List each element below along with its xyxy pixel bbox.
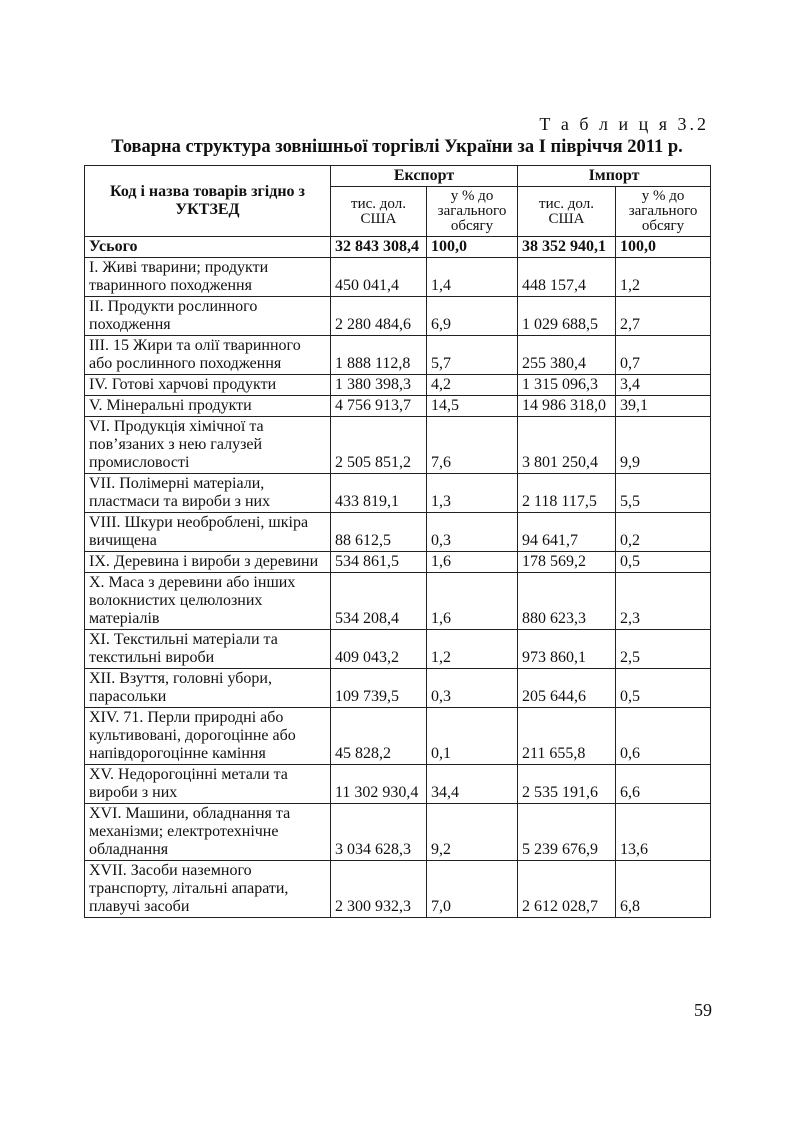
export-value: 433 819,1 <box>331 474 427 513</box>
export-value: 2 280 484,6 <box>331 297 427 336</box>
export-pct: 14,5 <box>427 396 518 417</box>
header-export-percent: у % до загального обсягу <box>427 187 518 237</box>
export-value: 88 612,5 <box>331 513 427 552</box>
import-pct: 0,2 <box>616 513 711 552</box>
import-value: 2 118 117,5 <box>518 474 616 513</box>
import-value: 973 860,1 <box>518 630 616 669</box>
total-export-value: 32 843 308,4 <box>331 237 427 258</box>
row-label: VIII. Шкури необроблені, шкіра вичищена <box>85 513 331 552</box>
export-pct: 1,6 <box>427 552 518 573</box>
export-value: 534 208,4 <box>331 573 427 630</box>
header-code-name: Код і назва товарів згідно з УКТЗЕД <box>85 166 331 237</box>
export-value: 450 041,4 <box>331 258 427 297</box>
table-row <box>85 474 711 513</box>
row-label: IX. Деревина і вироби з деревини <box>85 552 331 573</box>
total-label: Усього <box>85 237 331 258</box>
table-row <box>85 297 711 336</box>
export-pct: 0,3 <box>427 669 518 708</box>
row-label: VI. Продукція хімічної та пов’язаних з нею галузей промисловості <box>85 417 331 474</box>
table-row <box>85 513 711 552</box>
table-row <box>85 708 711 765</box>
import-pct: 0,7 <box>616 336 711 375</box>
table-row <box>85 375 711 396</box>
import-pct: 0,6 <box>616 708 711 765</box>
row-label: IV. Готові харчові продукти <box>85 375 331 396</box>
import-value: 14 986 318,0 <box>518 396 616 417</box>
export-pct: 1,4 <box>427 258 518 297</box>
row-label: XVII. Засоби наземного транспорту, літальні апарати, плавучі засоби <box>85 861 331 918</box>
export-value: 1 380 398,3 <box>331 375 427 396</box>
table-row <box>85 573 711 630</box>
export-value: 2 505 851,2 <box>331 417 427 474</box>
import-pct: 0,5 <box>616 669 711 708</box>
table-label: Т а б л и ц я 3.2 <box>539 114 709 134</box>
header-export-thousand-usd: тис. дол. США <box>331 187 427 237</box>
row-label: ІІІ. 15 Жири та олії тваринного або рослинного походження <box>85 336 331 375</box>
import-pct: 0,5 <box>616 552 711 573</box>
export-value: 1 888 112,8 <box>331 336 427 375</box>
import-value: 448 157,4 <box>518 258 616 297</box>
export-pct: 1,3 <box>427 474 518 513</box>
export-value: 4 756 913,7 <box>331 396 427 417</box>
export-pct: 7,0 <box>427 861 518 918</box>
import-pct: 2,7 <box>616 297 711 336</box>
import-pct: 3,4 <box>616 375 711 396</box>
export-pct: 34,4 <box>427 765 518 804</box>
export-pct: 6,9 <box>427 297 518 336</box>
export-value: 2 300 932,3 <box>331 861 427 918</box>
import-value: 2 535 191,6 <box>518 765 616 804</box>
table-row <box>85 417 711 474</box>
row-label: XII. Взуття, головні убори, парасольки <box>85 669 331 708</box>
header-import: Імпорт <box>518 166 711 187</box>
table-title: Товарна структура зовнішньої торгівлі України за І півріччя 2011 р. <box>111 137 683 157</box>
import-value: 1 315 096,3 <box>518 375 616 396</box>
table-body <box>85 237 711 918</box>
export-value: 3 034 628,3 <box>331 804 427 861</box>
trade-structure-table-wrapper <box>84 165 711 918</box>
table-row-total <box>85 237 711 258</box>
table-row <box>85 861 711 918</box>
table-row <box>85 552 711 573</box>
import-pct: 9,9 <box>616 417 711 474</box>
export-value: 45 828,2 <box>331 708 427 765</box>
import-pct: 6,8 <box>616 861 711 918</box>
total-export-pct: 100,0 <box>427 237 518 258</box>
trade-structure-table <box>84 165 711 918</box>
export-pct: 7,6 <box>427 417 518 474</box>
export-pct: 4,2 <box>427 375 518 396</box>
row-label: XV. Недорогоцінні метали та вироби з них <box>85 765 331 804</box>
import-value: 94 641,7 <box>518 513 616 552</box>
import-value: 255 380,4 <box>518 336 616 375</box>
import-value: 880 623,3 <box>518 573 616 630</box>
total-import-pct: 100,0 <box>616 237 711 258</box>
import-value: 3 801 250,4 <box>518 417 616 474</box>
export-value: 534 861,5 <box>331 552 427 573</box>
total-import-value: 38 352 940,1 <box>518 237 616 258</box>
page-number: 59 <box>694 1000 712 1020</box>
table-row <box>85 630 711 669</box>
export-value: 109 739,5 <box>331 669 427 708</box>
header-import-thousand-usd: тис. дол. США <box>518 187 616 237</box>
table-row <box>85 804 711 861</box>
header-export: Експорт <box>331 166 518 187</box>
import-pct: 13,6 <box>616 804 711 861</box>
import-value: 211 655,8 <box>518 708 616 765</box>
table-row <box>85 669 711 708</box>
table-row <box>85 336 711 375</box>
export-pct: 1,2 <box>427 630 518 669</box>
import-pct: 1,2 <box>616 258 711 297</box>
header-import-percent: у % до загального обсягу <box>616 187 711 237</box>
row-label: V. Мінеральні продукти <box>85 396 331 417</box>
table-row <box>85 396 711 417</box>
import-value: 205 644,6 <box>518 669 616 708</box>
export-pct: 0,1 <box>427 708 518 765</box>
row-label: VII. Полімерні матеріали, пластмаси та вироби з них <box>85 474 331 513</box>
export-pct: 1,6 <box>427 573 518 630</box>
row-label: ІІ. Продукти рослинного походження <box>85 297 331 336</box>
import-value: 178 569,2 <box>518 552 616 573</box>
import-value: 5 239 676,9 <box>518 804 616 861</box>
import-pct: 5,5 <box>616 474 711 513</box>
row-label: X. Маса з деревини або інших волокнистих целюлозних матеріалів <box>85 573 331 630</box>
row-label: XVI. Машини, обладнання та механізми; електротехнічне обладнання <box>85 804 331 861</box>
import-pct: 39,1 <box>616 396 711 417</box>
row-label: І. Живі тварини; продукти тваринного походження <box>85 258 331 297</box>
row-label: XIV. 71. Перли природні або культивовані, дорогоцінне або напівдорогоцінне каміння <box>85 708 331 765</box>
export-pct: 5,7 <box>427 336 518 375</box>
import-pct: 2,5 <box>616 630 711 669</box>
row-label: XI. Текстильні матеріали та текстильні вироби <box>85 630 331 669</box>
export-pct: 0,3 <box>427 513 518 552</box>
table-row <box>85 258 711 297</box>
table-row <box>85 765 711 804</box>
import-pct: 6,6 <box>616 765 711 804</box>
export-pct: 9,2 <box>427 804 518 861</box>
import-value: 1 029 688,5 <box>518 297 616 336</box>
import-value: 2 612 028,7 <box>518 861 616 918</box>
export-value: 409 043,2 <box>331 630 427 669</box>
import-pct: 2,3 <box>616 573 711 630</box>
export-value: 11 302 930,4 <box>331 765 427 804</box>
